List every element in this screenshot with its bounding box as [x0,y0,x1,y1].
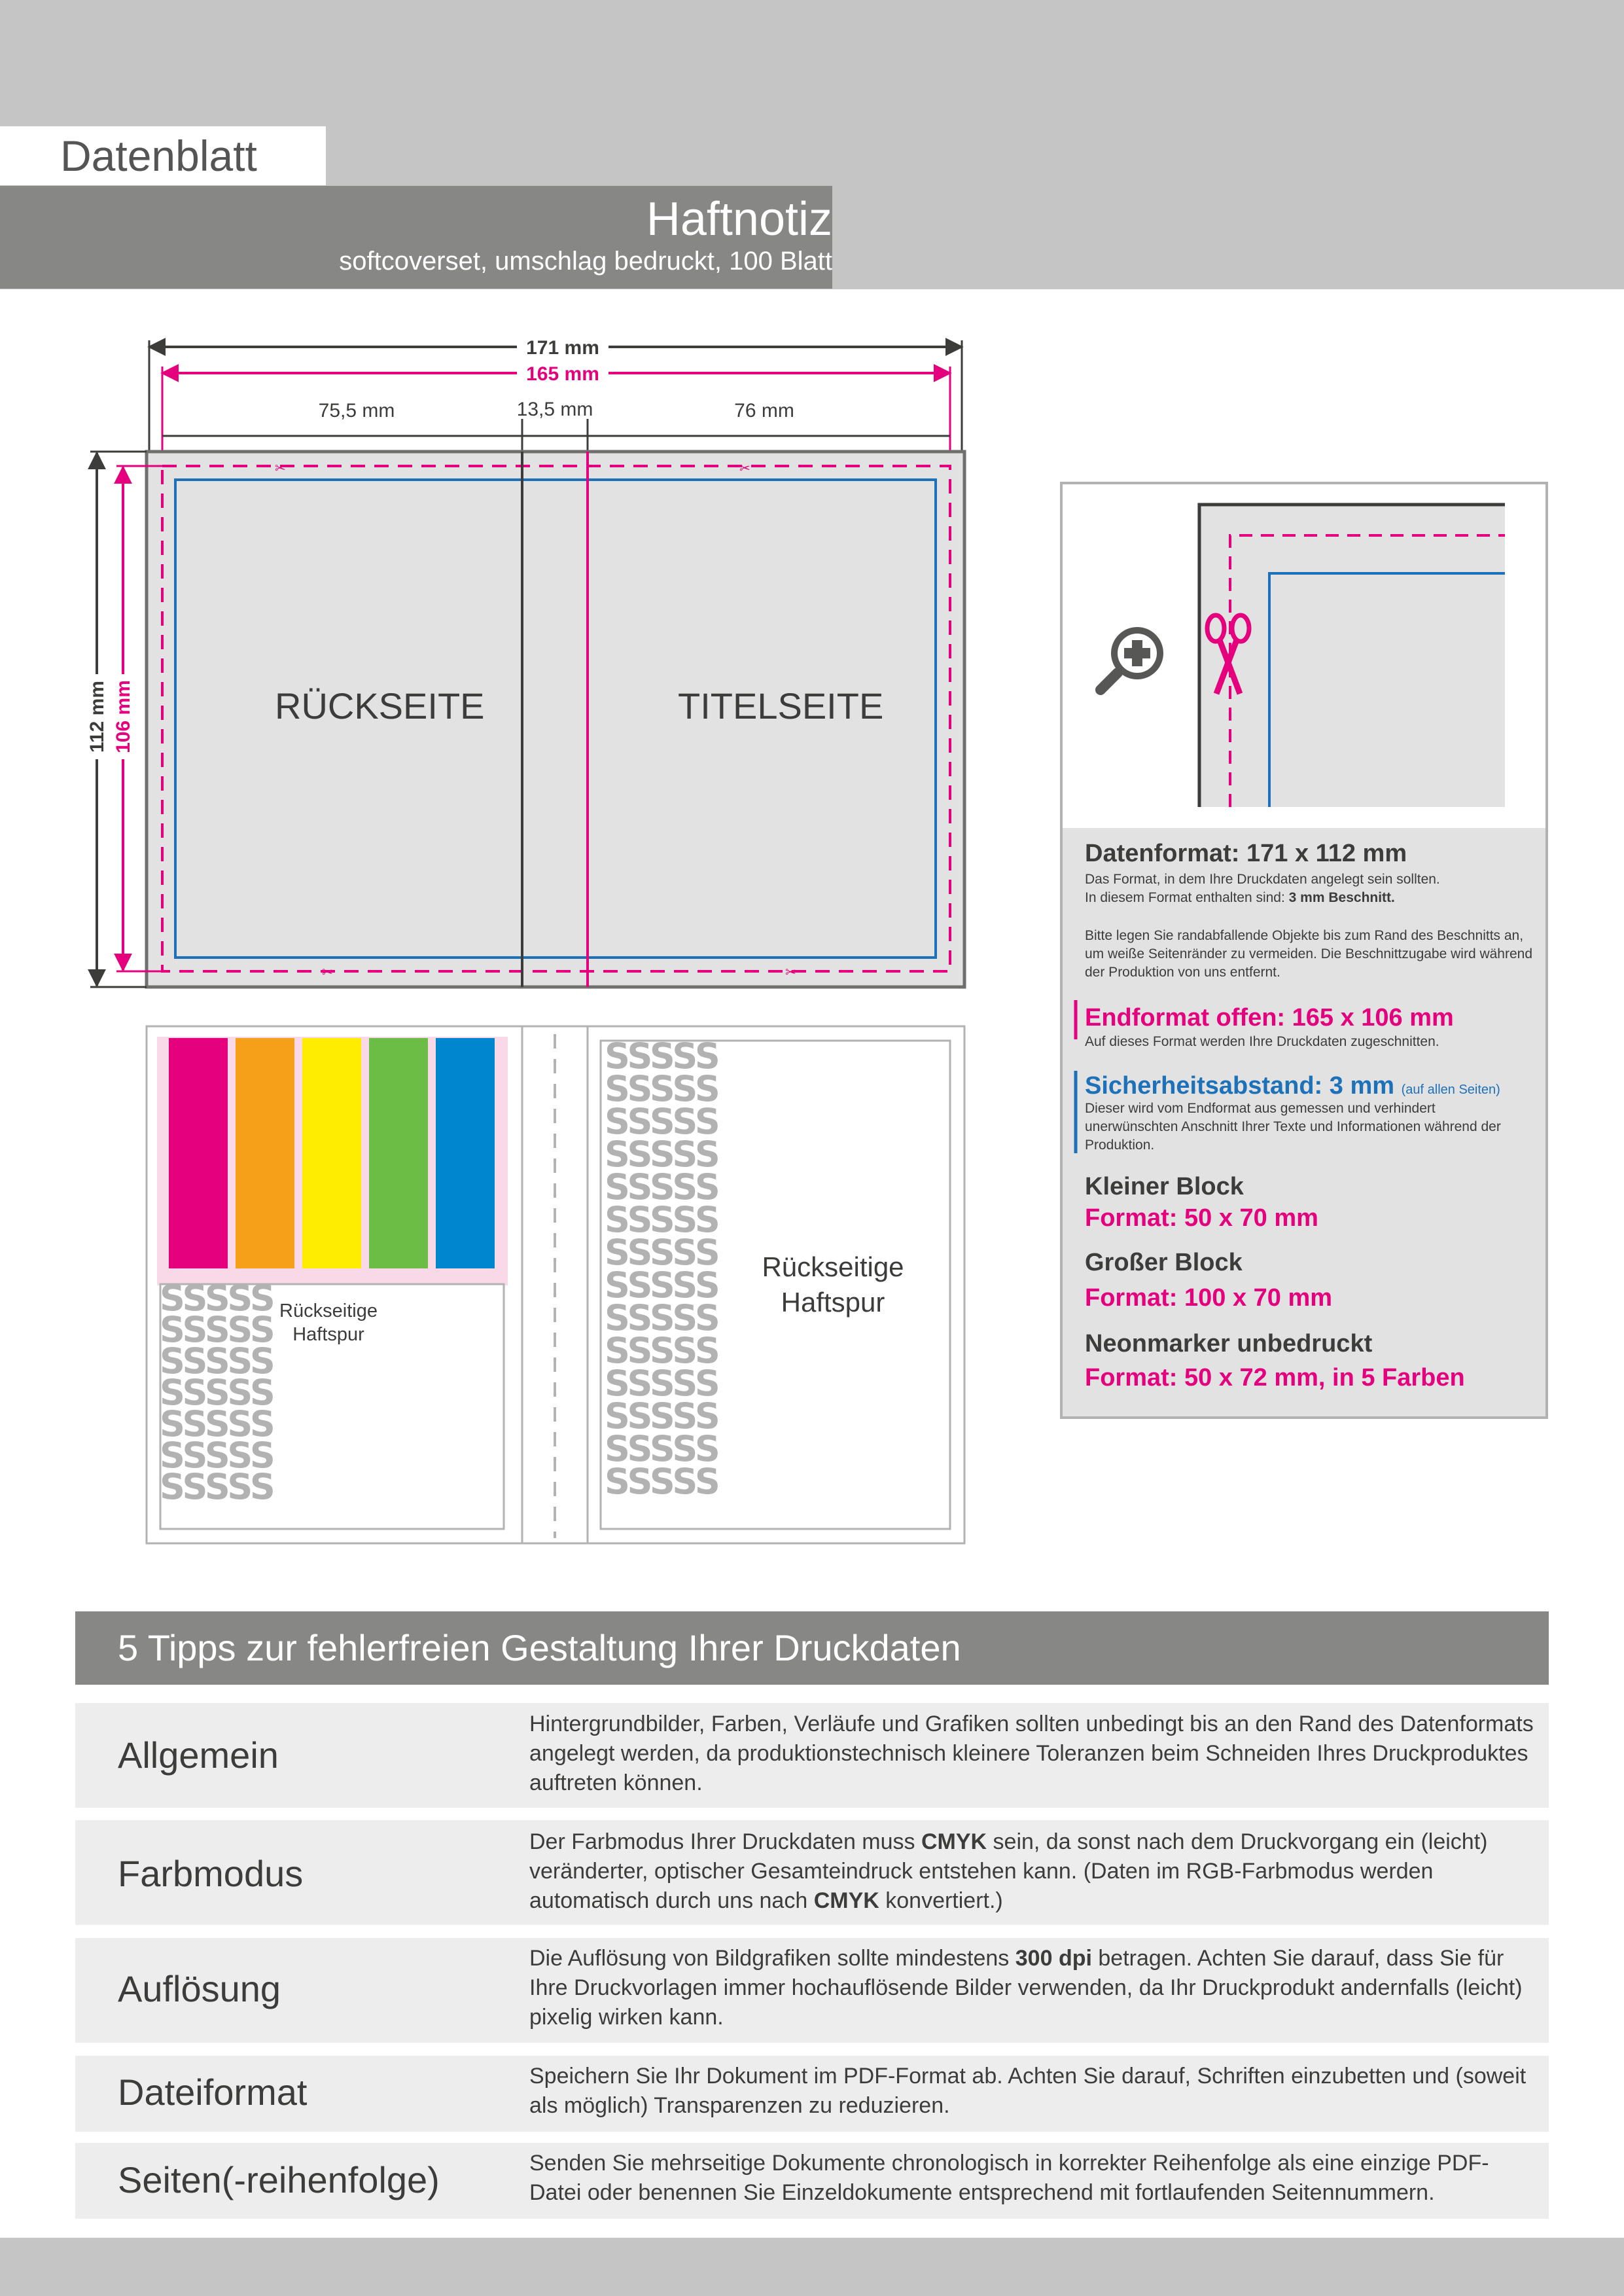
tip-text-part: Die Auflösung von Bildgrafiken sollte mindestens [529,1946,1015,1971]
tip-text-part: sein, da sonst nach dem Druckvorgang ein (leicht) veränderter, optischer Gesamteindruck entstehen kann. (Daten im RGB-Farbmodus werden automatisch durch uns nach [529,1829,1488,1913]
tip-text: Senden Sie mehrseitige Dokumente chronologisch in korrekter Reihenfolge als eine einzige PDF-Datei oder benennen Sie Einzeldokumente entsprechend mit fortlaufenden Seitennummern. [529,2151,1489,2205]
datenformat-bleed-value: 3 mm Beschnitt. [1288,890,1395,905]
tip-label: Auflösung [118,1968,281,2009]
adhesive-pattern-row: SSSSS [605,1265,719,1306]
adhesive-pattern-row: SSSSS [605,1297,719,1338]
page-title: Haftnotiz [646,193,832,245]
tip-text [529,1944,1537,2032]
adhesive-pattern-row: SSSSS [605,1428,719,1469]
adhesive-pattern-row: SSSSS [605,1035,719,1077]
safety-text: Dieser wird vom Endformat aus gemessen und verhindert unerwünschten Anschnitt Ihrer Texte und Informationen während der Produktion. [1085,1101,1501,1153]
tip-label: Allgemein [118,1734,279,1776]
big-block-title: Großer Block [1085,1249,1243,1276]
width-final-label: 165 mm [526,363,599,385]
scissor-mark-icon: ✂ [322,965,333,980]
tip-text-bold: CMYK [813,1888,879,1913]
height-final-label: 106 mm [113,680,134,753]
endformat-text: Auf dieses Format werden Ihre Druckdaten zugeschnitten. [1085,1034,1439,1049]
adhesive-pattern-row: SSSSS [605,1134,719,1175]
small-block-title: Kleiner Block [1085,1173,1244,1200]
scissor-mark-icon: ✂ [739,461,750,476]
big-block-label-1: Rückseitige [762,1251,904,1282]
neon-marker-strip [436,1038,495,1268]
adhesive-pattern-row: SSSSS [605,1232,719,1273]
tip-label: Seiten(-reihenfolge) [118,2159,440,2200]
adhesive-pattern-row: SSSSS [605,1395,719,1437]
zoom-mask [1505,497,1544,812]
adhesive-pattern-row: SSSSS [605,1101,719,1142]
adhesive-pattern-row: SSSSS [160,1340,274,1382]
tips-title: 5 Tipps zur fehlerfreien Gestaltung Ihrer Druckdaten [118,1627,961,1668]
tip-text: Speichern Sie Ihr Dokument im PDF-Format ab. Achten Sie darauf, Schriften einzubetten und (soweit als möglich) Transparenzen zu reduzieren. [529,2064,1527,2118]
adhesive-pattern-row: SSSSS [605,1199,719,1240]
adhesive-pattern-row: SSSSS [160,1466,274,1507]
safety-note: (auf allen Seiten) [1401,1083,1500,1097]
tip-text-part: Der Farbmodus Ihrer Druckdaten muss [529,1829,921,1854]
tip-text-part: betragen. Achten Sie darauf, dass Sie für Ihre Druckvorlagen immer hochauflösende Bilder verwenden, da Ihr Druckprodukt andernfalls (leicht) pixelig wirken kann. [529,1946,1523,2030]
adhesive-pattern-row: SSSSS [605,1363,719,1404]
adhesive-pattern-right [605,1035,719,1502]
big-block-label-2: Haftspur [781,1287,885,1318]
datenformat-text [1085,870,1530,907]
neon-title: Neonmarker unbedruckt [1085,1330,1373,1357]
adhesive-pattern-row: SSSSS [160,1309,274,1350]
zoom-detail [1197,503,1505,807]
neon-format: Format: 50 x 72 mm, in 5 Farben [1085,1364,1465,1391]
tip-label: Farbmodus [118,1853,304,1894]
tip-label: Dateiformat [118,2072,308,2113]
width-total-label: 171 mm [526,337,599,359]
footer-band [0,2238,1624,2296]
width-spine-label: 13,5 mm [516,399,593,420]
safety-title-text: Sicherheitsabstand: 3 mm [1085,1072,1395,1100]
adhesive-pattern-row: SSSSS [605,1461,719,1502]
neon-marker-strip [302,1038,361,1268]
adhesive-pattern-row: SSSSS [605,1166,719,1208]
adhesive-pattern-left [160,1278,274,1507]
brand-label: Datenblatt [60,132,257,180]
tip-text-bold: 300 dpi [1015,1946,1092,1971]
front-cover-label: TITELSEITE [678,685,884,726]
height-total-label: 112 mm [86,680,108,753]
small-block-label-2: Haftspur [292,1324,364,1345]
width-front-label: 76 mm [734,400,794,422]
neon-markers [169,1038,495,1268]
tip-text [529,1827,1537,1916]
page-subtitle: softcoverset, umschlag bedruckt, 100 Blatt [339,247,832,276]
neon-marker-strip [169,1038,228,1268]
datenformat-text-line-2: In diesem Format enthalten sind: [1085,890,1289,905]
small-block-format: Format: 50 x 70 mm [1085,1204,1318,1232]
bleed-text: Bitte legen Sie randabfallende Objekte bis zum Rand des Beschnitts an, um weiße Seitenränder zu vermeiden. Die Beschnittzugabe wird während der Produktion von uns entfernt. [1085,928,1533,980]
tip-text: Hintergrundbilder, Farben, Verläufe und Grafiken sollten unbedingt bis an den Rand des Datenformats angelegt werden, da produktionstechnisch kleinere Toleranzen beim Schneiden Ihres Druckproduktes auftreten können. [529,1712,1534,1795]
scissor-mark-icon: ✂ [275,461,286,476]
neon-marker-strip [236,1038,294,1268]
adhesive-pattern-row: SSSSS [605,1068,719,1109]
adhesive-pattern-row: SSSSS [160,1372,274,1413]
width-back-label: 75,5 mm [318,400,395,422]
datenformat-title: Datenformat: 171 x 112 mm [1085,840,1407,867]
endformat-title: Endformat offen: 165 x 106 mm [1085,1004,1454,1031]
back-cover-label: RÜCKSEITE [275,685,485,726]
datenformat-text-line-1: Das Format, in dem Ihre Druckdaten angelegt sein sollten. [1085,872,1440,887]
neon-marker-strip [369,1038,428,1268]
small-block-label-1: Rückseitige [279,1300,378,1321]
tip-text-part: konvertiert.) [879,1888,1003,1913]
scissor-mark-icon: ✂ [785,965,796,980]
tip-text-bold: CMYK [921,1829,987,1854]
adhesive-pattern-row: SSSSS [605,1330,719,1371]
adhesive-pattern-row: SSSSS [160,1403,274,1444]
adhesive-pattern-row: SSSSS [160,1278,274,1319]
adhesive-pattern-row: SSSSS [160,1435,274,1476]
big-block-format: Format: 100 x 70 mm [1085,1284,1333,1312]
